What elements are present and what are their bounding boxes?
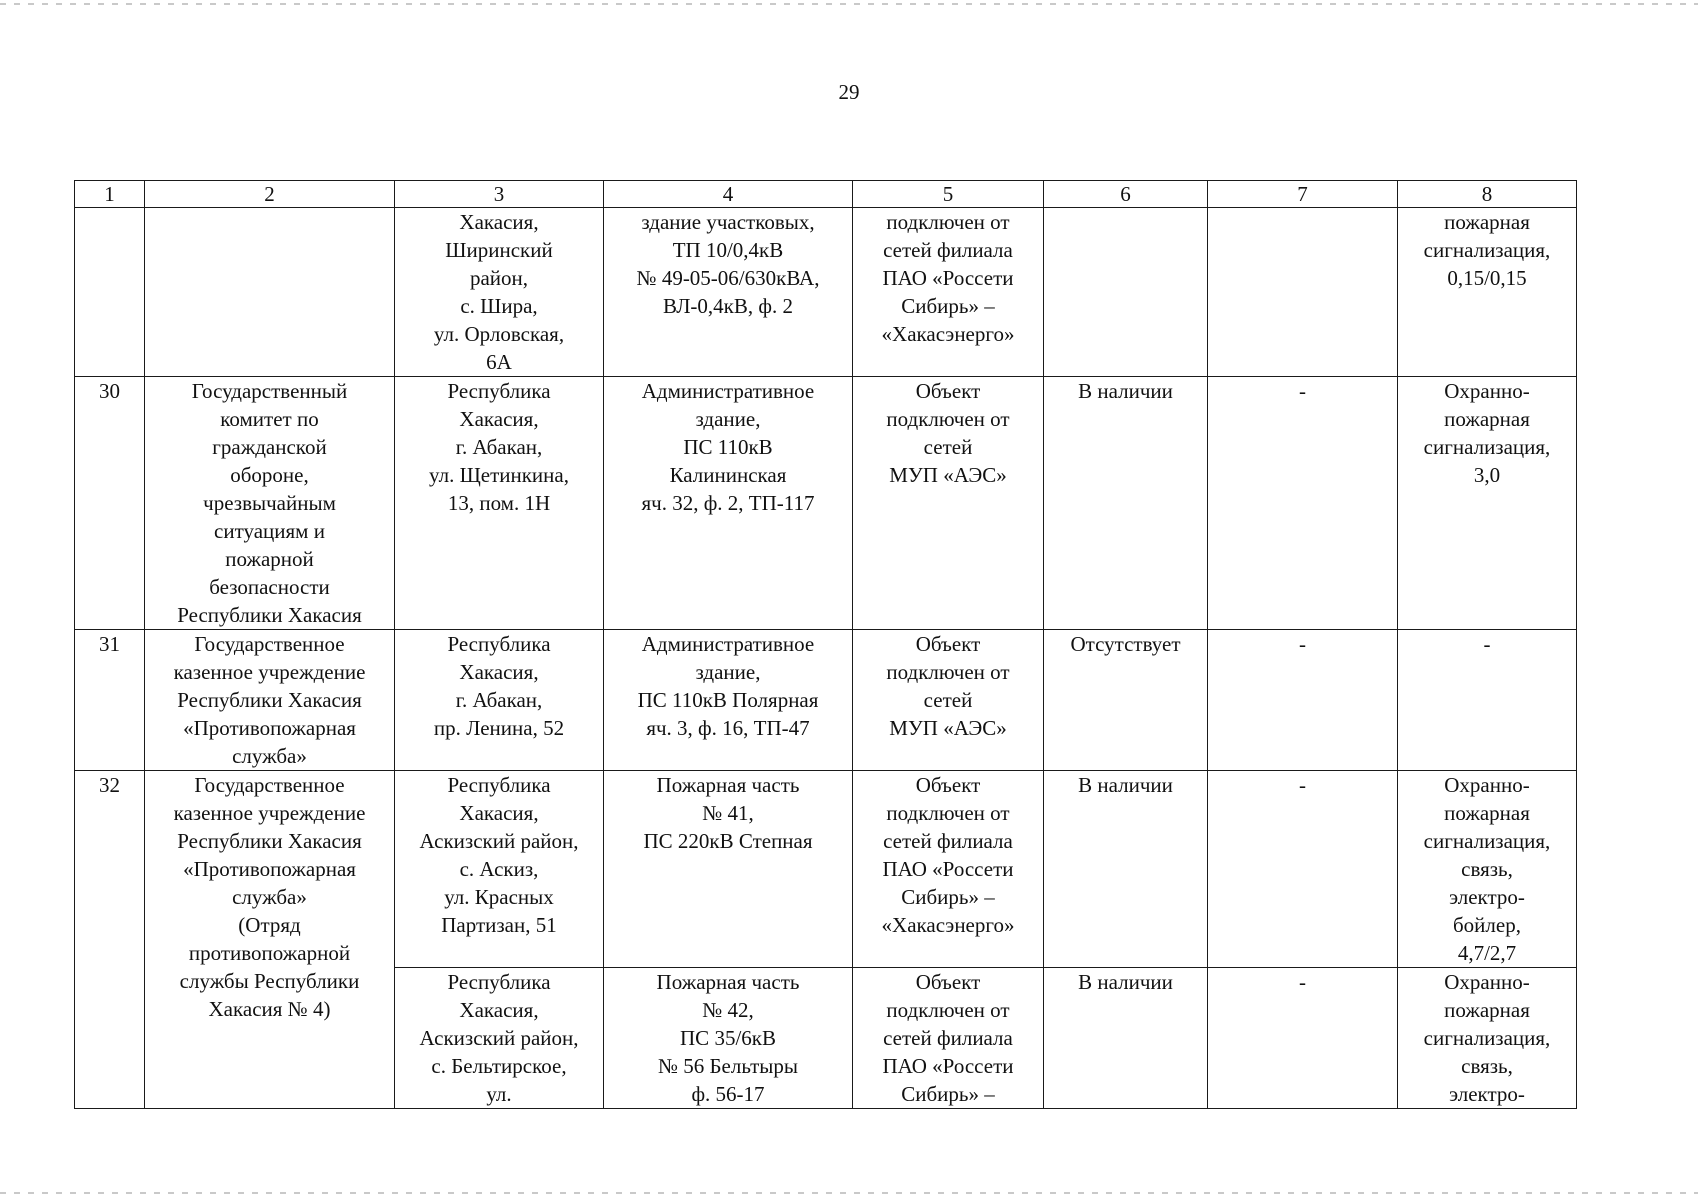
scan-edge-bottom (0, 1192, 1698, 1194)
column-header: 8 (1398, 181, 1577, 208)
column-header: 6 (1044, 181, 1208, 208)
scan-edge-top (0, 3, 1698, 5)
table-cell: Объект подключен от сетей МУП «АЭС» (853, 630, 1044, 771)
table-cell: Административное здание, ПС 110кВ Калининская яч. 32, ф. 2, ТП-117 (604, 377, 853, 630)
table-cell: Пожарная часть № 42, ПС 35/6кВ № 56 Бельтыры ф. 56-17 (604, 968, 853, 1109)
row-number: 32 (75, 771, 145, 1109)
table-cell (75, 208, 145, 377)
table-row (75, 208, 1577, 377)
row-number: 31 (75, 630, 145, 771)
table-cell: - (1208, 630, 1398, 771)
table-cell: Государственное казенное учреждение Республики Хакасия «Противопожарная служба» (145, 630, 395, 771)
table-cell: пожарная сигнализация, 0,15/0,15 (1398, 208, 1577, 377)
row-number: 30 (75, 377, 145, 630)
table-cell: Административное здание, ПС 110кВ Полярная яч. 3, ф. 16, ТП-47 (604, 630, 853, 771)
table-cell: - (1208, 377, 1398, 630)
table-header-row (75, 181, 1577, 208)
table-cell: Государственное казенное учреждение Республики Хакасия «Противопожарная служба» (Отряд противопожарной службы Республики Хакасия № 4) (145, 771, 395, 1109)
table-cell: В наличии (1044, 968, 1208, 1109)
table-cell: В наличии (1044, 377, 1208, 630)
table-cell: Объект подключен от сетей филиала ПАО «Россети Сибирь» – «Хакасэнерго» (853, 771, 1044, 968)
table-cell: Хакасия, Ширинский район, с. Шира, ул. Орловская, 6А (395, 208, 604, 377)
table-cell: Государственный комитет по гражданской обороне, чрезвычайным ситуациям и пожарной безопасности Республики Хакасия (145, 377, 395, 630)
table-cell: - (1208, 968, 1398, 1109)
table-cell (1208, 208, 1398, 377)
table-row (75, 771, 1577, 968)
column-header: 3 (395, 181, 604, 208)
table-cell: здание участковых, ТП 10/0,4кВ № 49-05-06/630кВА, ВЛ-0,4кВ, ф. 2 (604, 208, 853, 377)
table-cell: Охранно- пожарная сигнализация, связь, электро- (1398, 968, 1577, 1109)
table-cell: Республика Хакасия, г. Абакан, ул. Щетинкина, 13, пом. 1Н (395, 377, 604, 630)
table-cell: - (1208, 771, 1398, 968)
table-row (75, 377, 1577, 630)
data-table (74, 180, 1577, 1109)
column-header: 5 (853, 181, 1044, 208)
table-cell: Республика Хакасия, Аскизский район, с. Аскиз, ул. Красных Партизан, 51 (395, 771, 604, 968)
column-header: 4 (604, 181, 853, 208)
table-cell: Республика Хакасия, г. Абакан, пр. Ленина, 52 (395, 630, 604, 771)
table-cell: Охранно- пожарная сигнализация, связь, электро- бойлер, 4,7/2,7 (1398, 771, 1577, 968)
table-cell: Объект подключен от сетей филиала ПАО «Россети Сибирь» – (853, 968, 1044, 1109)
table-cell (1044, 208, 1208, 377)
table-cell: подключен от сетей филиала ПАО «Россети Сибирь» – «Хакасэнерго» (853, 208, 1044, 377)
table-cell: Охранно- пожарная сигнализация, 3,0 (1398, 377, 1577, 630)
table-cell: В наличии (1044, 771, 1208, 968)
table-cell: Объект подключен от сетей МУП «АЭС» (853, 377, 1044, 630)
page-number: 29 (838, 80, 860, 104)
column-header: 1 (75, 181, 145, 208)
table-row (75, 630, 1577, 771)
table-cell: Пожарная часть № 41, ПС 220кВ Степная (604, 771, 853, 968)
table-cell: Республика Хакасия, Аскизский район, с. Бельтирское, ул. (395, 968, 604, 1109)
table-cell: Отсутствует (1044, 630, 1208, 771)
table-cell (145, 208, 395, 377)
table-cell: - (1398, 630, 1577, 771)
column-header: 2 (145, 181, 395, 208)
column-header: 7 (1208, 181, 1398, 208)
